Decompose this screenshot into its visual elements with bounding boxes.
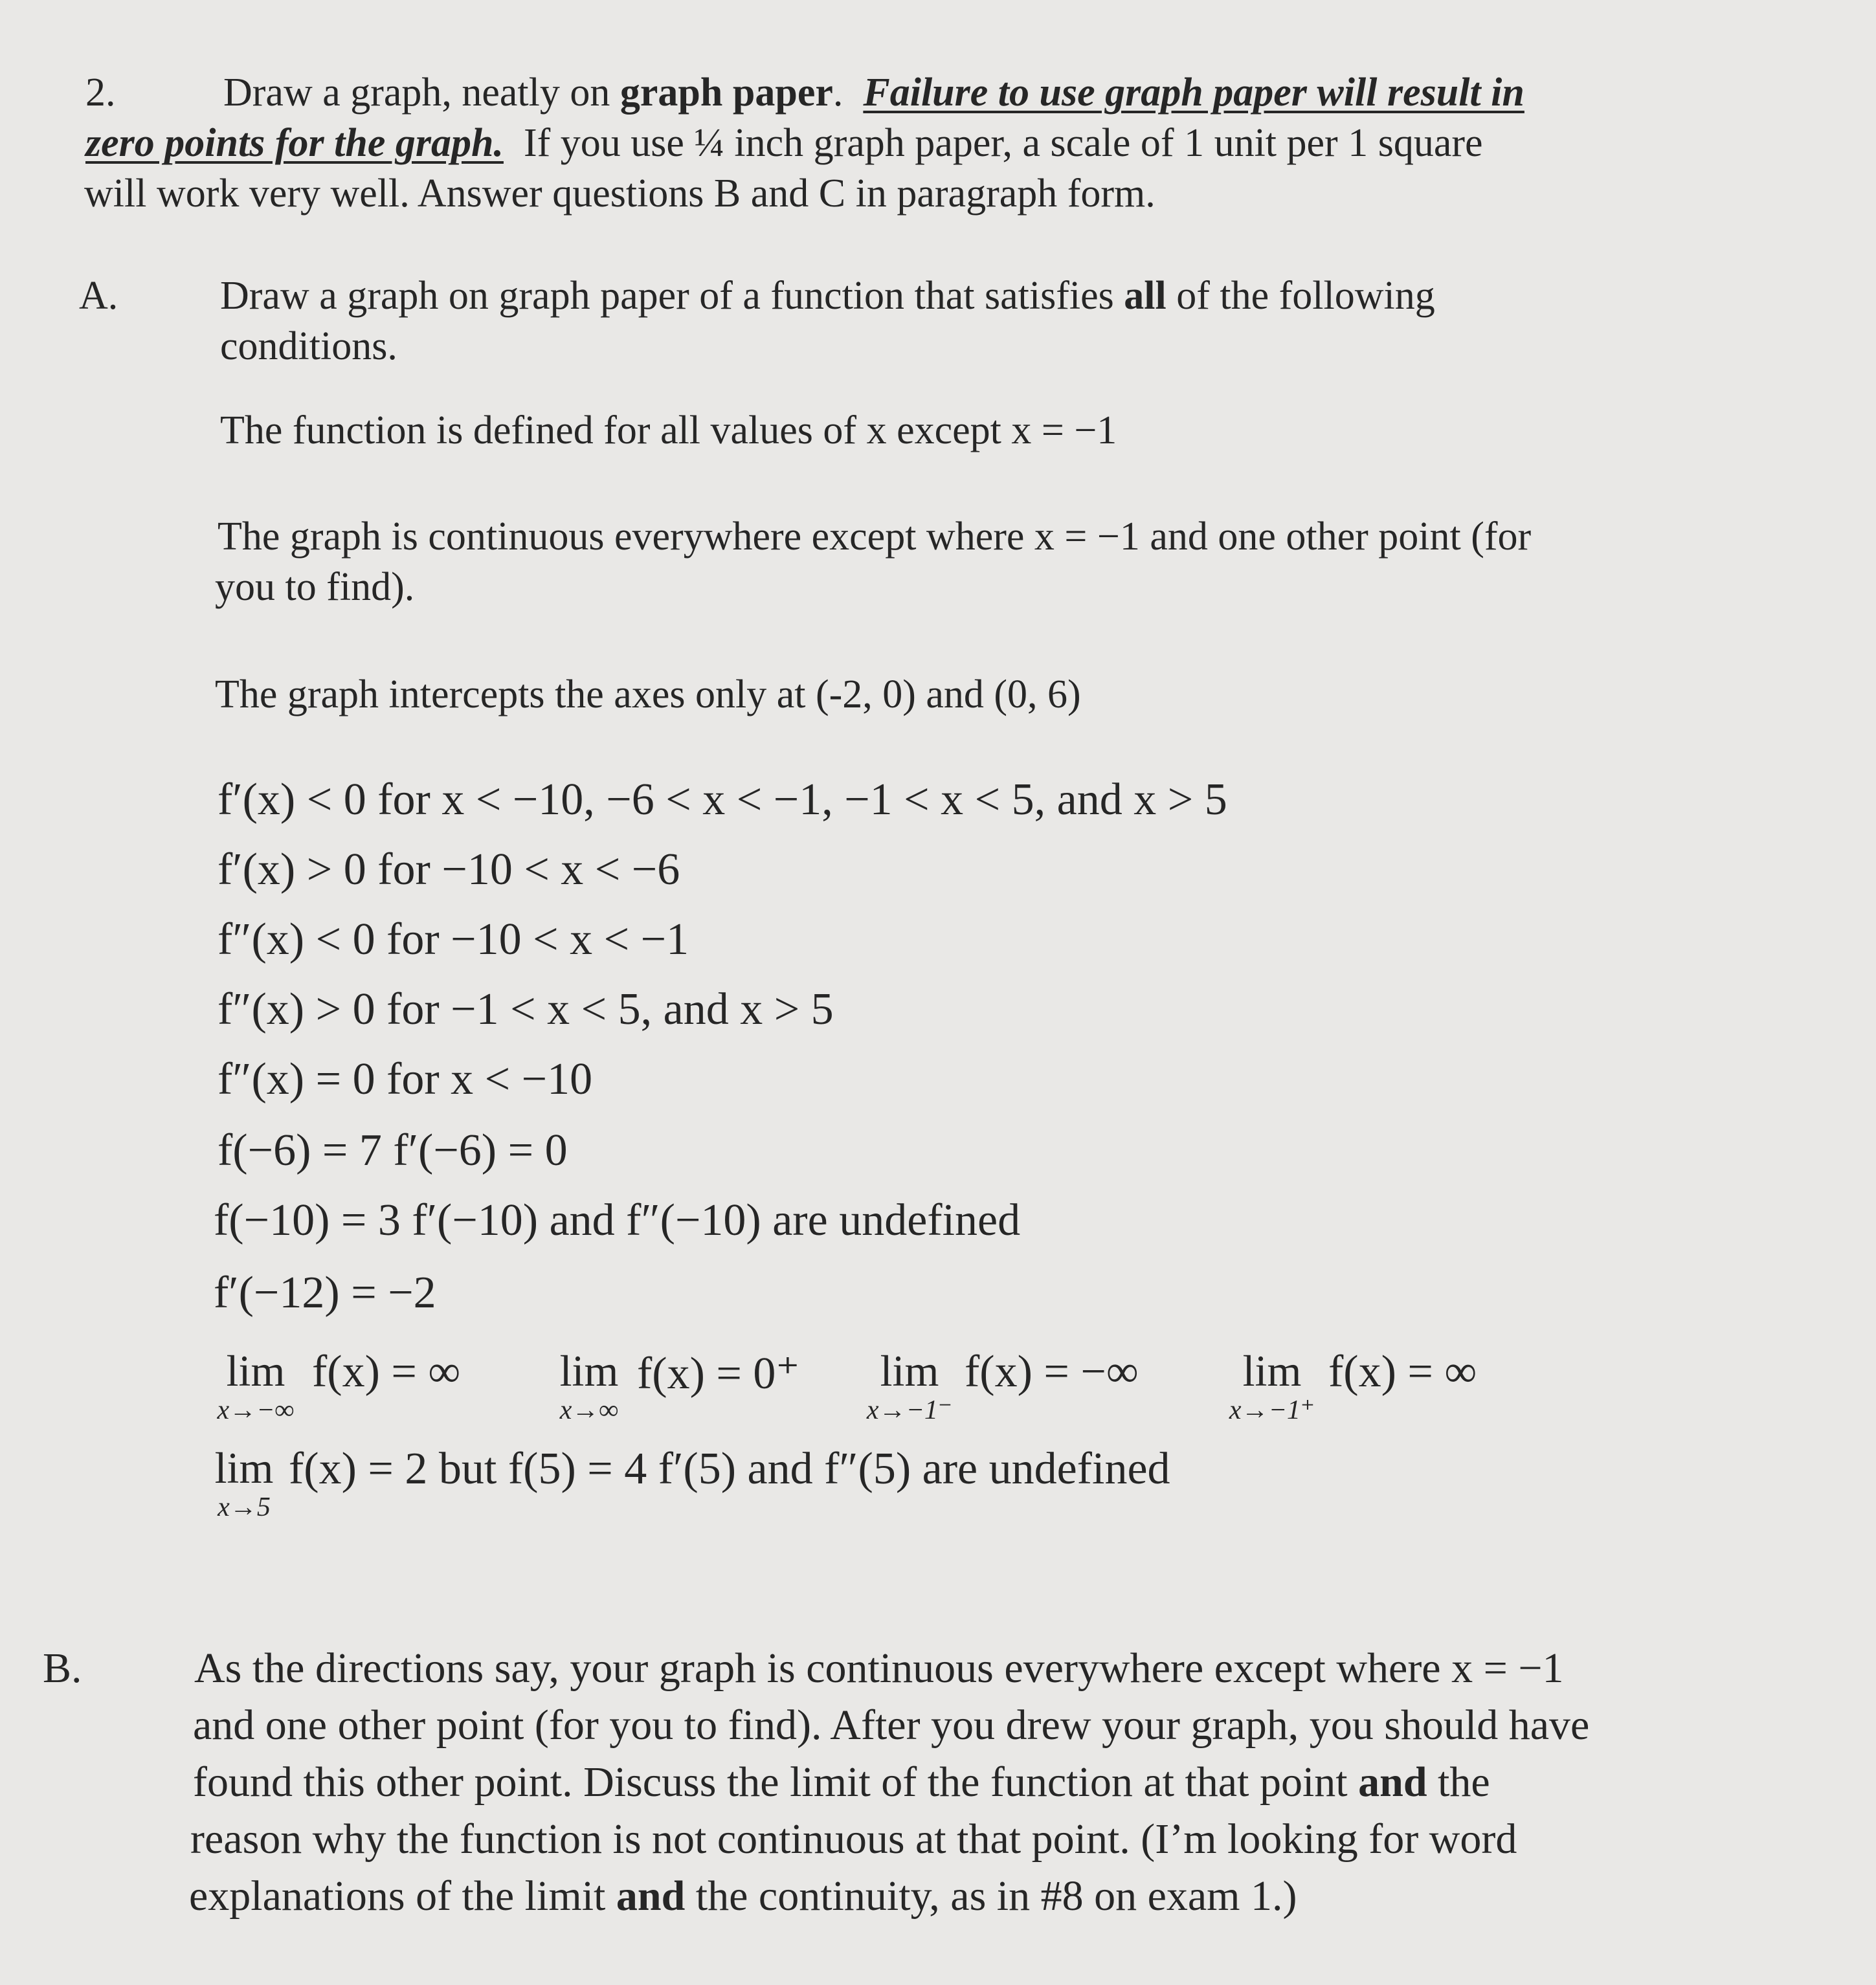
lim-subscript: x→5 — [218, 1492, 271, 1522]
limit-3-expr: f(x) = −∞ — [965, 1347, 1139, 1397]
warning-text: Failure to use graph paper will result in — [863, 71, 1524, 115]
defined-statement: The function is defined for all values of x except x = −1 — [220, 408, 1117, 452]
limit-3 — [861, 1346, 958, 1425]
condition-1: f′(x) < 0 for x < −10, −6 < x < −1, −1 < x < 5, and x > 5 — [218, 775, 1227, 825]
limit-2 — [550, 1346, 628, 1425]
part-b-line-5 — [189, 1868, 1297, 1925]
question-intro — [223, 67, 1524, 118]
condition-8: f′(−12) = −2 — [214, 1268, 436, 1318]
part-a-text-end: of the following — [1176, 274, 1435, 318]
part-b-line-3 — [193, 1754, 1490, 1811]
lim-subscript: x→−∞ — [217, 1395, 295, 1425]
intercepts-statement: The graph intercepts the axes only at (-2, 0) and (0, 6) — [215, 672, 1081, 716]
intro-period: . — [832, 71, 843, 115]
lim-word: lim — [559, 1346, 619, 1395]
part-a-label: A. — [79, 274, 118, 318]
part-b-text-end: the continuity, as in #8 on exam 1.) — [695, 1872, 1297, 1920]
lim-subscript: x→∞ — [559, 1395, 619, 1425]
part-b-line-2: and one other point (for you to find). After you drew your graph, you should have — [193, 1702, 1590, 1749]
part-a-line-2: conditions. — [220, 324, 397, 368]
limit-1-expr: f(x) = ∞ — [312, 1347, 461, 1397]
part-b-text-end: the — [1438, 1758, 1490, 1806]
condition-3: f″(x) < 0 for −10 < x < −1 — [218, 915, 689, 964]
all-emphasis: all — [1124, 274, 1167, 318]
warning-text-cont: zero points for the graph. — [85, 121, 504, 165]
graph-paper-emphasis: graph paper — [620, 71, 833, 115]
condition-6: f(−6) = 7 f′(−6) = 0 — [218, 1126, 568, 1175]
limit-1 — [214, 1346, 298, 1425]
limit-4 — [1223, 1346, 1321, 1425]
scale-instruction: If you use ¼ inch graph paper, a scale of 1 unit per 1 square — [523, 121, 1483, 165]
question-number: 2. — [85, 71, 116, 115]
lim-word: lim — [1242, 1346, 1302, 1395]
continuity-line-1: The graph is continuous everywhere except where x = −1 and one other point (for — [218, 515, 1532, 559]
question-line-3: will work very well. Answer questions B and C in paragraph form. — [84, 172, 1156, 216]
condition-4: f″(x) > 0 for −1 < x < 5, and x > 5 — [218, 984, 834, 1034]
condition-7: f(−10) = 3 f′(−10) and f″(−10) are undefined — [214, 1195, 1021, 1245]
part-b-line-4: reason why the function is not continuous at that point. (I’m looking for word — [190, 1815, 1517, 1863]
part-b-text: explanations of the limit — [189, 1872, 606, 1920]
and-emphasis: and — [616, 1872, 686, 1920]
part-b-text: found this other point. Discuss the limit of the function at that point — [193, 1758, 1348, 1806]
lim-word: lim — [226, 1346, 285, 1395]
part-b-label: B. — [43, 1645, 82, 1692]
and-emphasis: and — [1358, 1758, 1427, 1806]
limit-4-expr: f(x) = ∞ — [1328, 1347, 1477, 1397]
part-a-text: Draw a graph on graph paper of a function that satisfies — [220, 274, 1114, 318]
lim-word: lim — [214, 1443, 274, 1492]
question-line-2 — [85, 118, 1483, 168]
intro-text: Draw a graph, neatly on — [223, 71, 610, 115]
continuity-line-2: you to find). — [215, 565, 415, 609]
limit-2-expr: f(x) = 0⁺ — [637, 1349, 800, 1399]
lim-subscript: x→−1⁺ — [1229, 1395, 1315, 1425]
part-b-line-1: As the directions say, your graph is continuous everywhere except where x = −1 — [194, 1645, 1564, 1692]
part-a-line-1 — [220, 271, 1435, 321]
limit-5 — [208, 1443, 280, 1522]
condition-2: f′(x) > 0 for −10 < x < −6 — [218, 845, 680, 894]
lim-subscript: x→−1⁻ — [866, 1395, 953, 1425]
limit-5-expr: f(x) = 2 but f(5) = 4 f′(5) and f″(5) are undefined — [289, 1444, 1170, 1494]
condition-5: f″(x) = 0 for x < −10 — [218, 1054, 593, 1104]
lim-word: lim — [880, 1346, 939, 1395]
